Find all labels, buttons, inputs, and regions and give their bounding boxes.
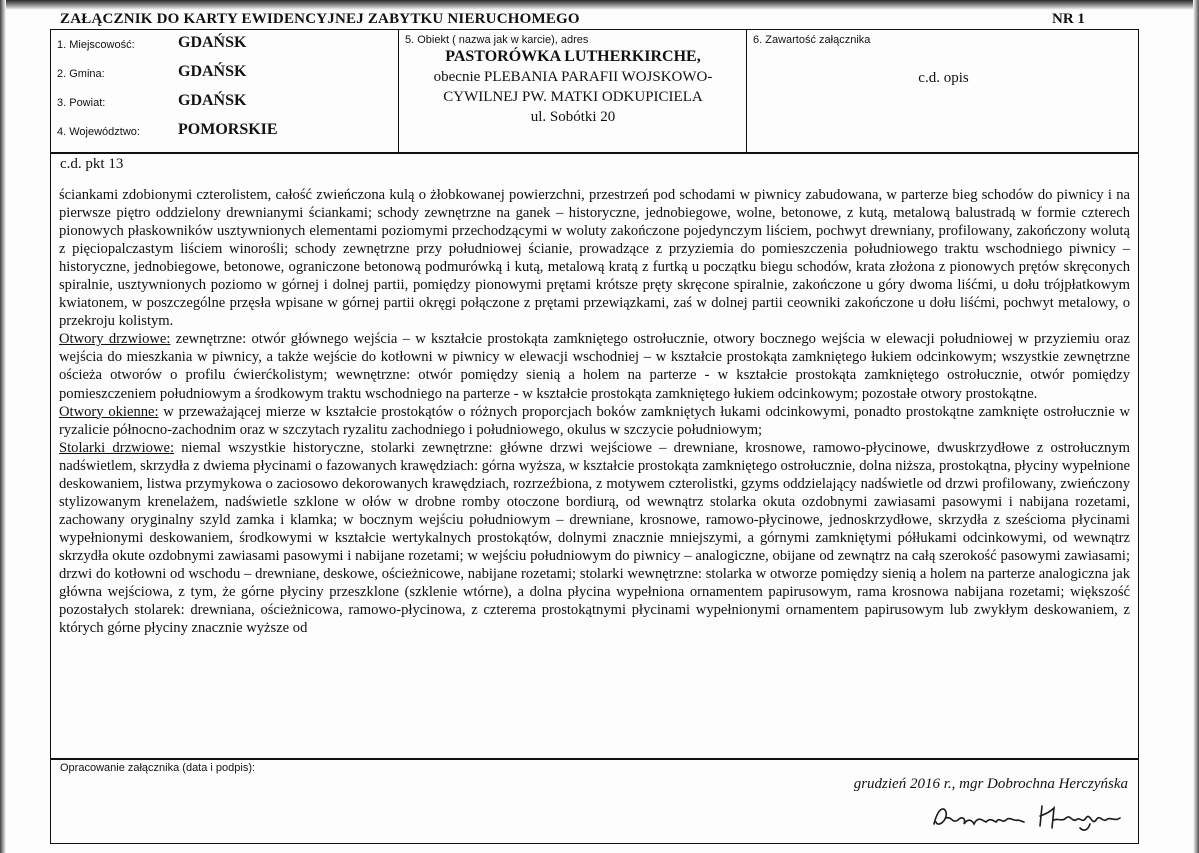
object-address: ul. Sobótki 20 <box>530 109 616 125</box>
column-divider <box>746 29 747 153</box>
doors-text: zewnętrzne: otwór głównego wejścia – w kształcie prostokąta zamkniętego ostrołucznie, otwory bocznego wejścia w elewacji południowej w przyziemiu oraz wejścia do mieszkania w piwnicy, a także wejście do kotłowni w piwnicy w elewacji wschodniej – w kształcie prostokąta zamkniętego łukiem odcinkowym; wszystkie zewnętrzne ościeża otworów o profilu ćwierćkolistym; wewnętrzne: otwór pomiędzy sienią a holem na parterze - w kształcie prostokąta zamkniętego ostrołucznie, otwór pomiędzy pomieszczeniem południowym a środkowym traktu wschodniego na parterze - w kształcie prostokąta zamkniętego łukiem odcinkowym; pozostałe otwory prostokątne. <box>59 331 1130 402</box>
doors-paragraph <box>59 330 1130 402</box>
handwritten-signature <box>930 798 1130 834</box>
attachment-number: NR 1 <box>1052 11 1085 27</box>
wojewodztwo-value: POMORSKIE <box>178 121 278 138</box>
gmina-value: GDAŃSK <box>178 63 247 80</box>
column-divider <box>398 29 399 153</box>
joinery-text: niemal wszystkie historyczne, stolarki zewnętrzne: główne drzwi wejściowe – drewniane, krosnowe, ramowo-płycinowe, dwuskrzydłowe z ostrołucznym nadświetlem, skrzydła z dwiema płycinami o fazowanych krawędziach: górna wyższa, w kształcie prostokąta zamkniętego ostrołucznie, dolna niższa, prostokątna, płyciny wypełnione deskowaniem, listwa przymykowa o zaciosowo dekorowanych krawędziach, rozrzeźbiona, z motywem czterolistki, gzyms oddzielający nadświetle od drzwi profilowany, zwieńczony stylizowanym krenelażem, nadświetle szklone w ołów w drobne romby otoczone bordiurą, od wewnątrz stolarka okuta ozdobnymi zawiasami pasowymi i nabijana rozetami, zachowany oryginalny szyld zamka i klamka; w bocznym wejściu południowym – drewniane, krosnowe, ramowo-płycinowe, jednoskrzydłowe, skrzydła z sześcioma płycinami wypełnionymi deskowaniem, środkowymi w kształcie wertykalnych prostokątów, dolnymi znacznie mniejszymi, a górnymi zamkniętymi półłukami odcinkowymi, od wewnątrz skrzydła okute ozdobnymi zawiasami pasowymi i nabijane rozetami; w wejściu południowym do piwnicy – analogiczne, obijane od zewnątrz na całą szerokość pasowymi zawiasami; drzwi do kotłowni od wschodu – drewniane, deskowe, ościeżnicowe, nabijane rozetami; stolarki wewnętrzne: stolarka w otworze pomiędzy sienią a holem na parterze analogiczna jak główna wejściowa, z tym, że górne płyciny przeszklone (szklenie wtórne), a dolna płycina wypełniona ornamentem papirusowym, rama krosnowa nabijana rozetami; większość pozostałych stolarek: drewniana, ościeżnicowa, ramowo-płycinowa, z czterema prostokątnymi płycinami wypełnionymi ornamentem papirusowym lub zwykłym deskowaniem, z których górne płyciny znacznie wyższe od <box>59 439 1130 637</box>
document-title: ZAŁĄCZNIK DO KARTY EWIDENCYJNEJ ZABYTKU NIERUCHOMEGO <box>60 11 580 27</box>
author-line: grudzień 2016 r., mgr Dobrochna Herczyńska <box>853 776 1128 792</box>
miejscowosc-value: GDAŃSK <box>178 34 247 51</box>
description-text <box>59 186 1130 637</box>
object-label: 5. Obiekt ( nazwa jak w karcie), adres <box>405 34 589 46</box>
joinery-paragraph <box>59 439 1130 638</box>
doors-heading: Otwory drzwiowe: <box>59 331 171 348</box>
joinery-heading: Stolarki drzwiowe: <box>59 439 175 456</box>
object-line-2: CYWILNEJ PW. MATKI ODKUPICIELA <box>443 89 703 105</box>
windows-heading: Otwory okienne: <box>59 403 159 420</box>
gmina-label: 2. Gmina: <box>57 68 105 80</box>
scan-edge-top <box>0 0 1199 10</box>
contents-label: 6. Zawartość załącznika <box>753 34 871 46</box>
powiat-label: 3. Powiat: <box>57 97 106 109</box>
windows-text: w przeważającej mierze w kształcie prostokątów o różnych proporcjach boków zamkniętych łukami odcinkowymi, ponadto prostokątne zamknięte ostrołucznie w ryzalicie północno-zachodnim oraz w szczytach ryzalitu zachodniego i południowego, okulus w szczycie południowym; <box>59 403 1130 438</box>
scan-edge-left <box>0 0 6 853</box>
scan-edge-right <box>1193 0 1199 853</box>
wojewodztwo-label: 4. Województwo: <box>57 126 140 138</box>
windows-paragraph <box>59 403 1130 439</box>
continuation-label: c.d. pkt 13 <box>60 156 124 172</box>
contents-value: c.d. opis <box>918 70 969 86</box>
powiat-value: GDAŃSK <box>178 92 247 109</box>
stairs-paragraph: ściankami zdobionymi czterolistem, całość zwieńczona kulą o żłobkowanej powierzchni, przestrzeń pod schodami w piwnicy zabudowana, w parterze bieg schodów do piwnicy i na pierwsze piętro oddzielony drewnianymi ściankami; schody zewnętrzne na ganek – historyczne, jednobiegowe, wolne, betonowe, z kutą, metalową balustradą w formie czterech pionowych płaskowników usztywnionych elementami poziomymi przechodzącymi w woluty zakończone pojedynczym liściem, pochwyt drewniany, profilowany, zakończony wolutą z pięciopalczastym liściem winorośli; schody zewnętrzne przy południowej ścianie, prowadzące z przyziemia do pomieszczenia południowego traktu wschodniego piwnicy – historyczne, jednobiegowe, betonowe, ograniczone betonową podmurówką i kutą, metalową kratą z furtką u początku biegu schodów, krata złożona z pionowych prętów skręconych spiralnie, usztywnionych poziomo w górnej i dolnej partii, pomiędzy pionowymi prętami krótsze pręty skręcone spiralnie, zakończone u góry dwoma liśćmi, u dołu trójpłatkowym kwiatonem, w poszczególne przęsła wpisane w górnej partii okręgi połączone z prętami przewiązkami, zaś w dolnej partii ceowniki zakończone u dołu liśćmi, pochwyt metalowy, o przekroju kolistym. <box>59 187 1130 330</box>
prepared-label: Opracowanie załącznika (data i podpis): <box>60 762 256 774</box>
object-line-1: obecnie PLEBANIA PARAFII WOJSKOWO- <box>433 69 713 85</box>
miejscowosc-label: 1. Miejscowość: <box>57 39 135 51</box>
object-name: PASTORÓWKA LUTHERKIRCHE, <box>445 48 701 65</box>
